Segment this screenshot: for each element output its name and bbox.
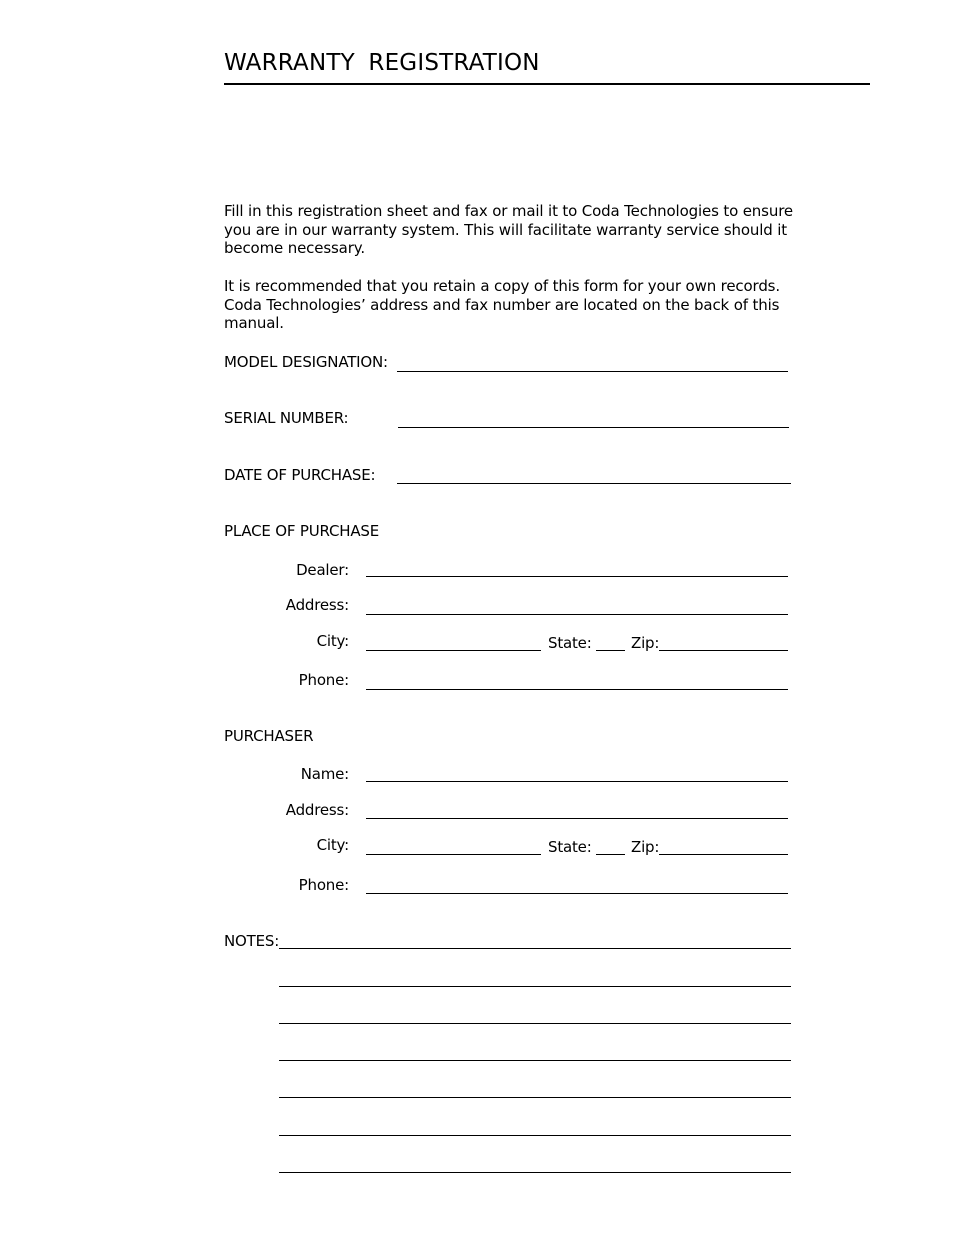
place-address-label: Address: — [285, 596, 349, 614]
dealer-label: Dealer: — [296, 561, 349, 579]
purchaser-name-label: Name: — [300, 765, 349, 783]
notes-line[interactable] — [279, 1060, 791, 1061]
date-of-purchase-label: DATE OF PURCHASE: — [224, 466, 376, 484]
purchaser-zip-label: Zip: — [631, 838, 660, 856]
purchaser-phone-label: Phone: — [298, 876, 349, 894]
notes-line[interactable] — [279, 948, 791, 949]
notes-line[interactable] — [279, 1023, 791, 1024]
place-phone-field[interactable] — [366, 689, 788, 690]
place-phone-label: Phone: — [298, 671, 349, 689]
purchaser-zip-field[interactable] — [659, 854, 788, 855]
place-state-field[interactable] — [596, 650, 625, 651]
place-city-label: City: — [316, 632, 349, 650]
purchaser-city-field[interactable] — [366, 854, 541, 855]
place-state-label: State: — [548, 634, 592, 652]
serial-number-label: SERIAL NUMBER: — [224, 409, 349, 427]
notes-line[interactable] — [279, 1097, 791, 1098]
notes-label: NOTES: — [224, 932, 280, 950]
purchaser-state-label: State: — [548, 838, 592, 856]
purchaser-state-field[interactable] — [596, 854, 625, 855]
notes-line[interactable] — [279, 1135, 791, 1136]
dealer-field[interactable] — [366, 576, 788, 577]
purchaser-phone-field[interactable] — [366, 893, 788, 894]
purchaser-address-field[interactable] — [366, 818, 788, 819]
place-of-purchase-heading: PLACE OF PURCHASE — [224, 522, 379, 540]
place-zip-label: Zip: — [631, 634, 660, 652]
place-zip-field[interactable] — [659, 650, 788, 651]
intro-paragraph-2: It is recommended that you retain a copy of this form for your own records. Coda Technologies’ address and fax number are located on the back of this manual. — [224, 277, 780, 332]
notes-line[interactable] — [279, 1172, 791, 1173]
title-rule — [224, 83, 870, 85]
place-address-field[interactable] — [366, 614, 788, 615]
date-of-purchase-field[interactable] — [397, 483, 791, 484]
model-designation-label: MODEL DESIGNATION: — [224, 353, 388, 371]
purchaser-heading: PURCHASER — [224, 727, 314, 745]
purchaser-city-label: City: — [316, 836, 349, 854]
model-designation-field[interactable] — [397, 371, 788, 372]
intro-paragraph-1: Fill in this registration sheet and fax or mail it to Coda Technologies to ensure you are in our warranty system. This will facilitate warranty service should it become necessary. — [224, 202, 793, 257]
notes-line[interactable] — [279, 986, 791, 987]
purchaser-name-field[interactable] — [366, 781, 788, 782]
place-city-field[interactable] — [366, 650, 541, 651]
serial-number-field[interactable] — [398, 427, 789, 428]
page-title: WARRANTY REGISTRATION — [224, 50, 540, 76]
purchaser-address-label: Address: — [285, 801, 349, 819]
